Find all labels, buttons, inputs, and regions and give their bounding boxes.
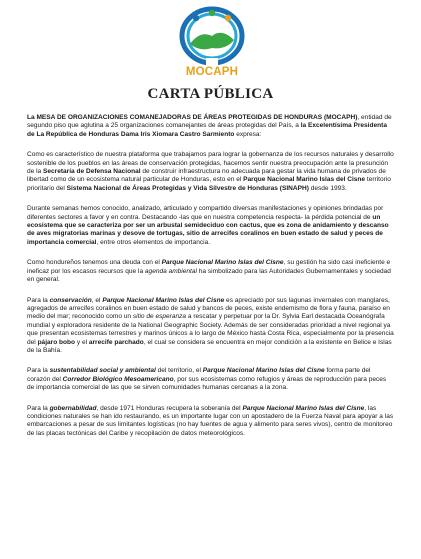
paragraph-text: forma parte del corazón del [27,367,371,383]
paragraph-text: Parque Nacional Marino Islas del Cisne [202,367,325,375]
paragraph-text: , el cual se considera se encuentra en mejor condición a la existente en Belice e Islas de la Bahía. [27,338,392,354]
paragraph-text: de construir infraestructura no adecuada para gestar la vida humana de privados de libertad como de un ecosistema natural particular de Honduras, esto en el [27,168,386,184]
mocaph-emblem-icon [176,6,248,68]
mocaph-logo [176,6,248,82]
paragraph-text: sitio de esperanza [132,313,187,321]
paragraph-text: Parque Nacional Marino Islas del Cisne [102,296,225,304]
paragraph [27,367,394,392]
paragraph-text: sustentabilidad social y ambiental [49,367,156,375]
paragraph-text: La MESA DE ORGANIZACIONES COMANEJADORAS DE ÁREAS PROTEGIDAS DE HONDURAS (MOCAPH) [27,114,358,121]
paragraph-text: conservación [49,296,92,304]
page-title: CARTA PÚBLICA [147,86,274,102]
paragraph-text: desde 1993. [308,184,347,192]
paragraph-text: y el [75,338,89,346]
paragraph-text: Corredor Biológico Mesoamericano [62,375,174,383]
paragraph-text: Como hondureños tenemos una deuda con el [27,259,162,267]
paragraph-text: arrecife parchado [88,338,144,346]
paragraph-text: Sistema Nacional de Áreas Protegidas y Vida Silvestre de Honduras (SINAPH) [66,184,309,192]
paragraph-text: Para la [27,367,50,375]
paragraph-text: , por sus ecosistemas como refugios y áreas de reproducción para peces de importancia comercial de las que se sirven comunidades humanas cercanas a la zona. [27,375,387,392]
paragraph-text: Parque Nacional Marino Islas del Cisne [243,176,366,184]
paragraph [27,405,394,439]
paragraph [27,205,394,247]
paragraph-text: , entre otros elementos de importancia. [96,238,211,246]
paragraph-text: agenda ambiental [144,267,197,275]
paragraph-text: gobernabilidad [49,404,97,412]
paragraph-text: Para la [27,404,50,412]
paragraph [27,259,394,284]
paragraph-text: , desde 1971 Honduras recupera la soberanía del [96,404,243,412]
paragraph [27,114,394,139]
paragraph-text: a rescatar y perpetuar por la Dr. Sylvia Earl destacada Oceanógrafa mundial y exploradora residente de la National Geographic Society. Además de ser consideradas prioridad a nivel regional ya que presentan ecosistemas terrestres y marinos únicos a lo largo de México hasta Costa Rica, especialmente por la presencia del [27,313,394,346]
paragraph-text: , su gestión ha sido casi ineficiente e ineficaz por los escasos recursos que la [27,259,391,275]
paragraph-text: , el [91,296,103,304]
paragraph-text: del territorio, el [155,367,203,375]
paragraph-text: Parque Nacional Marino Islas del Cisne [161,259,284,267]
paragraph-text: Para la [27,296,50,304]
paragraph-text: territorio prioritario del [27,176,391,192]
paragraph-text: , las condiciones naturales se han ido restaurando, es un importante lugar con un apostadero de la Fuerza Naval para apoyar a las embarcaciones a pesar de sus limitantes logísticas (no hay fuentes de agua y alimento para seres vivos), centro de monitoreo de las placas tectónicas del Caribe y recopilación de datos meteorológicos. [27,404,394,437]
paragraph-text: es apreciado por sus lagunas invernales con manglares, agregados de arrecifes coralinos en buen estado de salud y bancos de peces, existe endemismo de flora y fauna, paraíso en medio del mar; reconocido como un [27,296,390,321]
paragraph-text: expresa: [234,130,262,138]
logo-wordmark: MOCAPH [185,66,239,78]
letter-body [27,114,394,450]
paragraph-text: Como es característico de nuestra plataforma que trabajamos para lograr la gobernanza de los recursos naturales y desarrollo sostenible de los pueblos en las áreas de conservación protegidas, hacemos sentir nuestra preocupación ante la presunción de la [27,151,394,176]
paragraph-text: Durante semanas hemos conocido, analizado, articulado y compartido diversas manifestaciones y opiniones brindadas por diferentes sectores a favor y en contra. Destacando -las que en nuestra competencia respecta- la pérdida potencial de [27,205,384,221]
paragraph-text: ha simbolizado para las Autoridades Gubernamentales y sociedad en general. [27,267,391,284]
paragraph-text: un ecosistema que se caracteriza por ser un arbustal semideciduo con cactus, que es zona de anidamiento y descanso de aves migratorias marinas y desove de tortugas, sitio de arrecifes coralinos en buen estado de salud y peces de importancia comercial [27,213,389,246]
paragraph-text: Parque Nacional Marino Islas del Cisne [242,404,365,412]
paragraph [27,151,394,193]
paragraph-text: Secretaría de Defensa Nacional [43,168,141,176]
paragraph-text: la Excelentísima Presidenta de La República de Honduras Dama Iris Xiomara Castro Sarmiento [27,122,387,138]
paragraph-text: , entidad de segundo piso que aglutina a 25 organizaciones comanejantes de áreas protegidas del País, a [27,114,392,130]
paragraph [27,297,394,356]
paragraph-text: pájaro bobo [37,338,76,346]
